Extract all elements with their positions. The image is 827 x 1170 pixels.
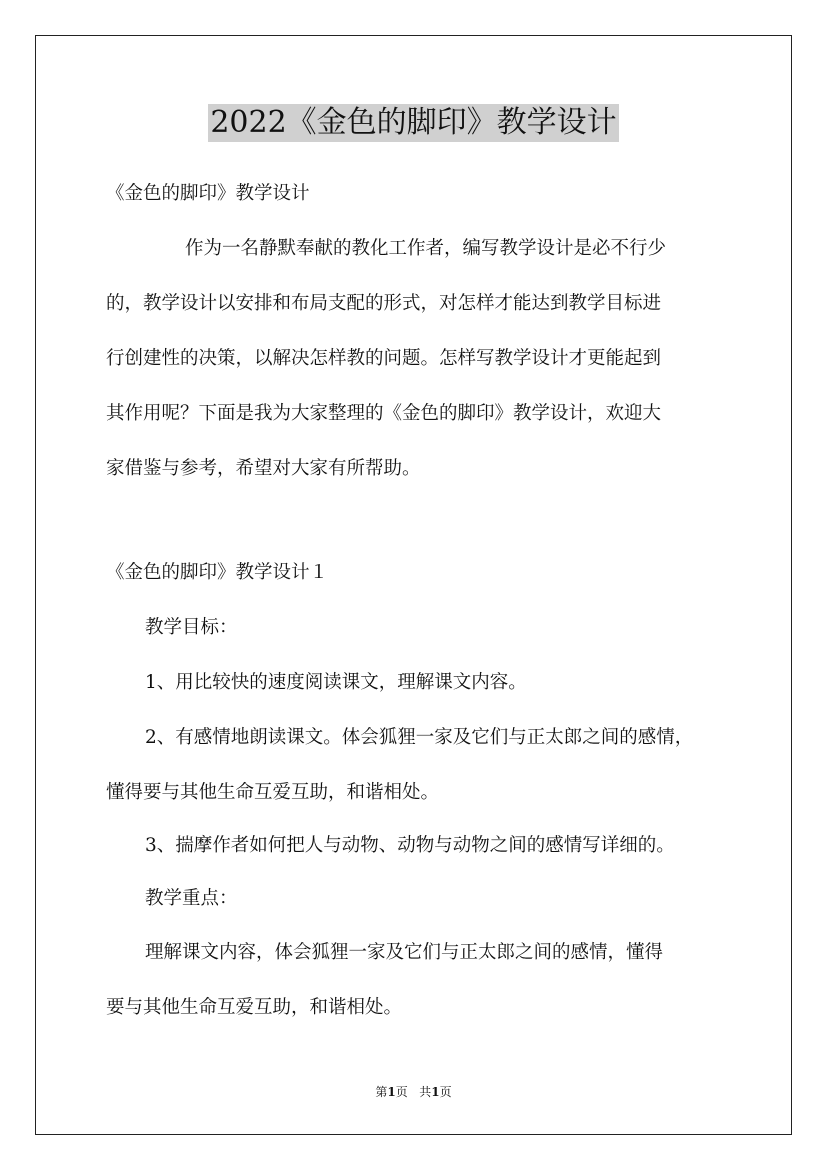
- footer-total-prefix: 共: [419, 1085, 432, 1099]
- footer-page-number: 1: [387, 1085, 396, 1099]
- title-container: [0, 104, 827, 142]
- footer-page-prefix: 第: [375, 1085, 388, 1099]
- focus-line-1: 理解课文内容，体会狐狸一家及它们与正太郎之间的感情，懂得: [145, 942, 664, 963]
- intro-line-1: 作为一名静默奉献的教化工作者，编写教学设计是必不行少: [185, 238, 667, 259]
- footer-page-suffix: 页: [395, 1085, 408, 1099]
- intro-line-5: 家借鉴与参考，希望对大家有所帮助。: [106, 458, 421, 479]
- goal-2-line-1: 2、有感情地朗读课文。体会狐狸一家及它们与正太郎之间的感情，: [145, 727, 694, 748]
- document-title: 2022《金色的脚印》教学设计: [210, 105, 617, 140]
- goal-3: 3、揣摩作者如何把人与动物、动物与动物之间的感情写详细的。: [145, 835, 675, 856]
- intro-line-3: 行创建性的决策，以解决怎样教的问题。怎样写教学设计才更能起到: [106, 348, 662, 369]
- section-heading: 《金色的脚印》教学设计１: [106, 562, 329, 583]
- page-footer: [0, 1084, 827, 1100]
- goal-1: 1、用比较快的速度阅读课文，理解课文内容。: [145, 672, 527, 693]
- goal-2-line-2: 懂得要与其他生命互爱互助，和谐相处。: [106, 782, 440, 803]
- focus-label: 教学重点：: [145, 888, 238, 909]
- footer-total-number: 1: [431, 1085, 440, 1099]
- document-subtitle: 《金色的脚印》教学设计: [106, 183, 310, 204]
- intro-line-4: 其作用呢？下面是我为大家整理的《金色的脚印》教学设计，欢迎大: [106, 403, 662, 424]
- footer-total-suffix: 页: [439, 1085, 452, 1099]
- intro-line-2: 的，教学设计以安排和布局支配的形式，对怎样才能达到教学目标进: [106, 293, 662, 314]
- focus-line-2: 要与其他生命互爱互助，和谐相处。: [106, 997, 403, 1018]
- goals-label: 教学目标：: [145, 617, 238, 638]
